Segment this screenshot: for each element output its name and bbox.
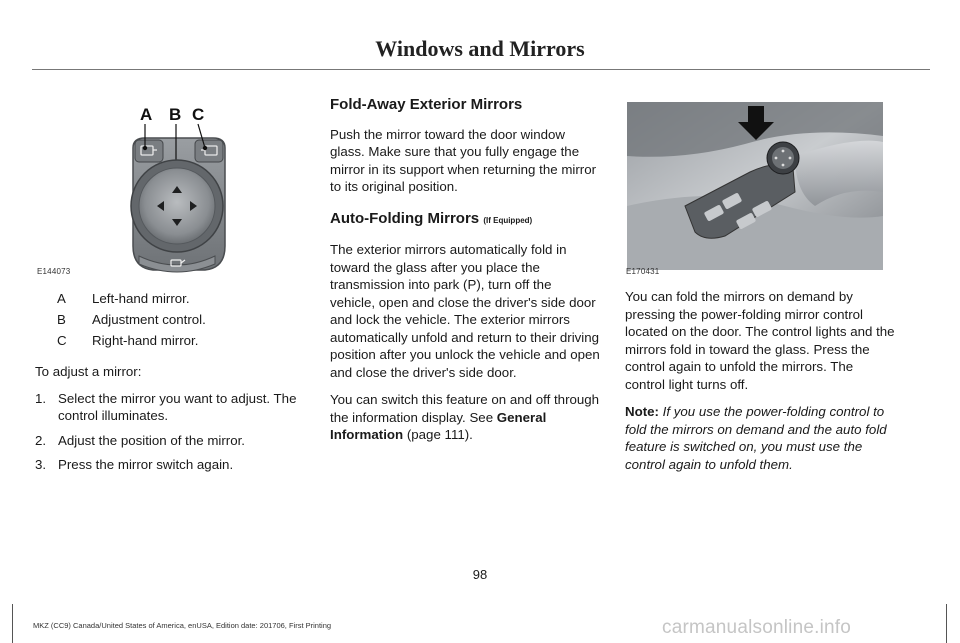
auto-folding-title: Auto-Folding Mirrors: [330, 209, 480, 227]
step-number: 3.: [35, 457, 47, 472]
step-item: [35, 432, 303, 450]
adjust-steps: [35, 390, 303, 474]
footer-edition: MKZ (CC9) Canada/United States of America, enUSA, Edition date: 201706, First Printing: [33, 621, 332, 630]
heading-auto-folding: [330, 210, 600, 230]
switch-text-pre: You can switch this feature on and off through the information display. See: [330, 392, 600, 425]
legend-letter: B: [57, 311, 66, 327]
legend-text: Adjustment control.: [92, 311, 206, 327]
step-text: Select the mirror you want to adjust. The control illuminates.: [58, 390, 297, 423]
mirror-control-figure: [35, 96, 303, 276]
door-panel-photo: [625, 96, 887, 274]
legend-letter: C: [57, 332, 67, 348]
header-divider: [32, 69, 930, 70]
heading-fold-away: Fold-Away Exterior Mirrors: [330, 96, 523, 113]
if-equipped-qualifier: (If Equipped): [483, 215, 533, 225]
switch-text-post: (page 111).: [403, 427, 473, 442]
legend-text: Right-hand mirror.: [92, 332, 199, 348]
callout-b: B: [169, 105, 182, 124]
callout-c: C: [192, 105, 205, 124]
adjust-intro: To adjust a mirror:: [35, 364, 142, 379]
legend-row: [35, 288, 303, 309]
watermark: carmanualsonline.info: [662, 617, 852, 638]
crop-mark-left: [12, 604, 13, 643]
step-number: 2.: [35, 432, 47, 448]
door-switch-figure: [625, 96, 887, 274]
step-text: Adjust the position of the mirror.: [58, 432, 245, 448]
figure-code-1: E144073: [37, 267, 71, 276]
figure-code-2: E170431: [626, 267, 660, 276]
callout-legend: [35, 288, 303, 351]
column-right: [625, 96, 895, 483]
note: [625, 403, 895, 473]
legend-row: [35, 330, 303, 351]
step-item: [35, 390, 303, 425]
page-header-title: Windows and Mirrors: [375, 36, 585, 61]
column-middle: [330, 96, 600, 454]
step-number: 1.: [35, 390, 47, 406]
auto-folding-body: The exterior mirrors automatically fold in toward the glass after you place the transmission into park (P), turn off the vehicle, open and close the driver's side door and lock the vehicle. The exterior mirrors automatically unfold and return to their driving position after you unlock the vehicle and open and close the driver's side door.: [330, 242, 600, 380]
legend-row: [35, 309, 303, 330]
callout-a: A: [140, 105, 153, 124]
step-item: [35, 456, 303, 474]
mirror-switch-illustration: [35, 96, 303, 276]
step-text: Press the mirror switch again.: [58, 457, 234, 472]
column-left: [35, 96, 303, 481]
fold-on-demand-body: You can fold the mirrors on demand by pressing the power-folding mirror control located on the door. The control lights and the mirrors fold in toward the glass. Press the control again to unfold the mirrors. The control light turns off.: [625, 289, 895, 392]
fold-away-body: Push the mirror toward the door window glass. Make sure that you fully engage the mirror in its support when returning the mirror to its original position.: [330, 126, 597, 194]
page-number: 98: [472, 567, 488, 582]
note-text: If you use the power-folding control to fold the mirrors on demand and the auto fold feature is switched on, you must use the control again to unfold them.: [625, 404, 887, 472]
note-label: Note:: [625, 404, 659, 419]
general-information-link[interactable]: General Information: [330, 409, 547, 442]
crop-mark-right: [946, 604, 947, 643]
legend-text: Left-hand mirror.: [92, 290, 190, 306]
legend-letter: A: [57, 290, 66, 306]
auto-folding-switch-text: [330, 391, 600, 444]
